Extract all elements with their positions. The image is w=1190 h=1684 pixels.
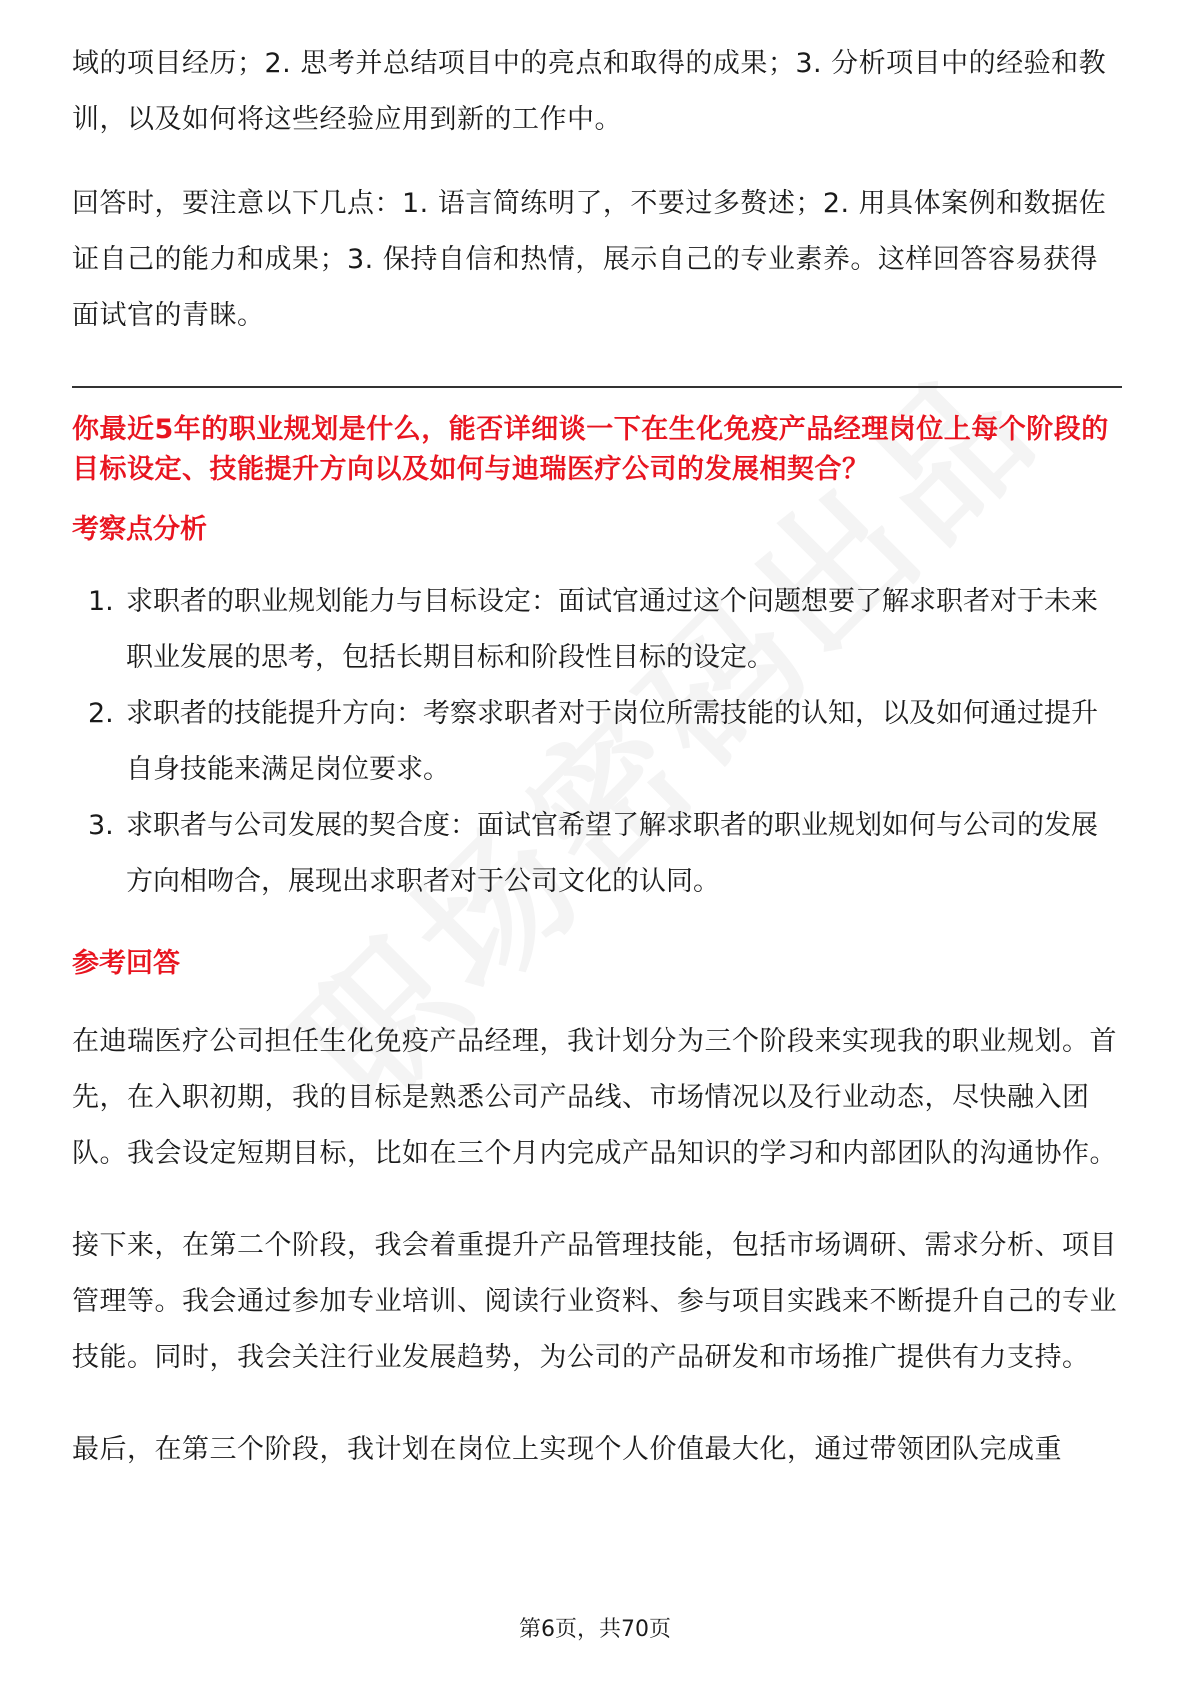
question-title: 你最近5年的职业规划是什么，能否详细谈一下在生化免疫产品经理岗位上每个阶段的目标设定、技能提升方向以及如何与迪瑞医疗公司的发展相契合？ bbox=[72, 414, 1109, 485]
list-number: 3. bbox=[88, 810, 114, 841]
answer-heading: 参考回答 bbox=[72, 948, 180, 979]
analysis-item bbox=[72, 798, 1122, 910]
list-number: 2. bbox=[88, 698, 114, 729]
answer-paragraph-1: 在迪瑞医疗公司担任生化免疫产品经理，我计划分为三个阶段来实现我的职业规划。首先，在入职初期，我的目标是熟悉公司产品线、市场情况以及行业动态，尽快融入团队。我会设定短期目标，比如在三个月内完成产品知识的学习和内部团队的沟通协作。 bbox=[72, 1026, 1117, 1169]
answer-paragraph-3: 最后，在第三个阶段，我计划在岗位上实现个人价值最大化，通过带领团队完成重 bbox=[72, 1434, 1062, 1465]
analysis-heading: 考察点分析 bbox=[72, 514, 207, 545]
analysis-item-text: 求职者的职业规划能力与目标设定：面试官通过这个问题想要了解求职者对于未来职业发展的思考，包括长期目标和阶段性目标的设定。 bbox=[126, 586, 1098, 673]
page-number: 第6页，共70页 bbox=[519, 1617, 671, 1642]
analysis-list bbox=[72, 574, 1122, 910]
analysis-item-text: 求职者与公司发展的契合度：面试官希望了解求职者的职业规划如何与公司的发展方向相吻合，展现出求职者对于公司文化的认同。 bbox=[126, 810, 1098, 897]
section-divider bbox=[72, 386, 1122, 388]
document-page bbox=[72, 36, 1122, 1478]
intro-paragraph-2: 回答时，要注意以下几点：1. 语言简练明了，不要过多赘述；2. 用具体案例和数据佐证自己的能力和成果；3. 保持自信和热情，展示自己的专业素养。这样回答容易获得面试官的青睐。 bbox=[72, 188, 1107, 331]
analysis-item bbox=[72, 574, 1122, 686]
list-number: 1. bbox=[88, 586, 114, 617]
answer-paragraph-2: 接下来，在第二个阶段，我会着重提升产品管理技能，包括市场调研、需求分析、项目管理等。我会通过参加专业培训、阅读行业资料、参与项目实践来不断提升自己的专业技能。同时，我会关注行业发展趋势，为公司的产品研发和市场推广提供有力支持。 bbox=[72, 1230, 1117, 1373]
intro-paragraph-1: 域的项目经历；2. 思考并总结项目中的亮点和取得的成果；3. 分析项目中的经验和教训，以及如何将这些经验应用到新的工作中。 bbox=[72, 48, 1107, 135]
analysis-item-text: 求职者的技能提升方向：考察求职者对于岗位所需技能的认知，以及如何通过提升自身技能来满足岗位要求。 bbox=[126, 698, 1098, 785]
analysis-item bbox=[72, 686, 1122, 798]
